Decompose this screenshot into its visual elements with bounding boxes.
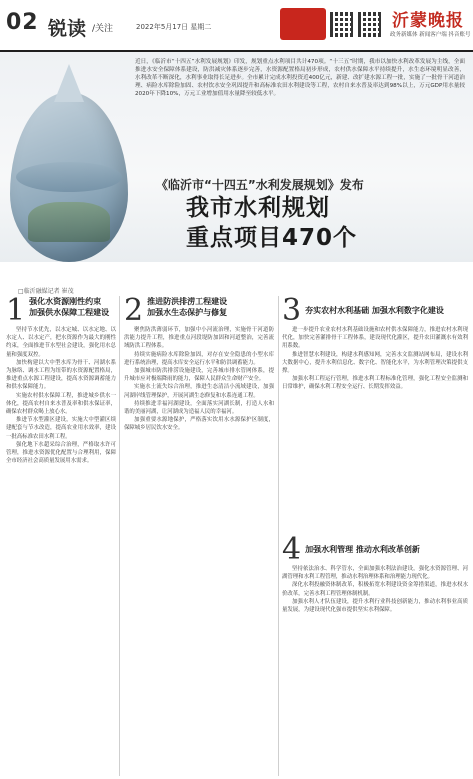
newspaper-seal-logo <box>280 8 326 40</box>
column-divider <box>278 296 279 776</box>
paragraph: 持续实施病险水库除险加固，对存在安全隐患的小型水库进行系统治理，提高水库安全运行水平和防洪调蓄能力。 <box>124 351 274 366</box>
section-subhead: 加强水生态保护与修复 <box>147 308 228 317</box>
section-heading <box>124 293 274 328</box>
section-number: 3 <box>282 293 302 328</box>
hill-illustration <box>16 162 122 192</box>
subsection-label: /关注 <box>92 24 114 34</box>
land-illustration <box>28 202 110 242</box>
column-divider <box>119 296 120 776</box>
masthead <box>0 0 473 52</box>
section-heading <box>282 293 468 328</box>
brand-logo: 沂蒙晚报 <box>392 11 464 31</box>
section-subhead: 强化水资源刚性约束 <box>29 297 102 306</box>
page-number: 02 <box>6 10 39 35</box>
paragraph: 强化地下水超采综合治理，严格取水许可管理，推进水资源优化配置与合理利用，保障全市经济社会高质量发展用水需求。 <box>6 441 116 465</box>
paragraph: 实施水土流失综合治理，推进生态清洁小流域建设，加强河湖岸线管理保护，开展河湖生态修复和水系连通工程。 <box>124 384 274 399</box>
article-section-3 <box>282 293 468 392</box>
article-section-2 <box>124 293 274 433</box>
headline-line-1: 我市水利规划 <box>186 195 330 221</box>
section-number: 4 <box>282 532 302 567</box>
paragraph: 进一步提升农业农村水利基础设施和农村供水保障能力，推进农村水利现代化，加快完善灌排骨干工程体系，建设现代化灌区，提升农田灌溉水有效利用系数。 <box>282 327 468 350</box>
paragraph: 坚持依法治水、科学管水，全面加强水利法治建设，强化水资源管理、河湖管理和水利工程管理，推动水利治理体系和治理能力现代化。 <box>282 566 468 581</box>
section-subhead: 夯实农村水利基础 加强水利数字化建设 <box>305 306 444 315</box>
section-body <box>282 565 468 614</box>
paragraph: 加强重要水源地保护，严格落实饮用水水源保护区制度，保障城乡居民饮水安全。 <box>124 417 274 432</box>
paragraph: 加强水利工程运行管理，推进水利工程标准化管理，强化工程安全监测和日常维护，确保水利工程安全运行、长期发挥效益。 <box>282 376 468 391</box>
headline-line-2: 重点项目470个 <box>186 225 358 251</box>
paragraph: 加强城市防洪排涝设施建设，完善城市排水管网体系，提升城市应对极端降雨的能力，保障人民群众生命财产安全。 <box>124 368 274 383</box>
section-body <box>124 326 274 433</box>
section-heading <box>6 293 116 328</box>
paragraph: 坚持节水优先，以水定城、以水定地、以水定人、以水定产，把水资源作为最大的刚性约束，全面推进节水型社会建设，强化用水总量和强度双控。 <box>6 327 116 358</box>
section-subhead: 加强供水保障工程建设 <box>29 308 110 317</box>
article-section-1 <box>6 293 116 465</box>
paragraph: 推进智慧水利建设，构建水利感知网，完善水文监测站网布局，建设水利大数据中心，提升水利信息化、数字化、智能化水平，为水利管理决策提供支撑。 <box>282 351 468 375</box>
lead-summary: 近日，《临沂市“十四五”水利发展规划》印发，规划重点水利项目共计470项。“十三五”时期，我市以加快水利改革发展为主线，全面推进水安全保障体系建设，防洪减灾体系逐步完善，水资源配置格局初步形成，农村供水保障水平持续提升，水生态环境明显改善，水利改革不断深化，水利事业取得长足进步。全市累计完成水利投资近400亿元，新建、改扩建水源工程一批，实施了一批骨干河道治理、病险水库除险加固、农村饮水安全巩固提升和高标准农田水利建设等工程，农村自来水普及率达到98%以上，万元GDP用水量较2020年下降10%，万元工业增加值用水量降至较低水平。 <box>135 59 465 97</box>
paragraph: 聚焦防洪薄弱环节，加强中小河流治理，实施骨干河道防洪能力提升工程，推进重点河段堤防加固和河道整治，完善流域防洪工程体系。 <box>124 327 274 350</box>
section-heading <box>282 532 468 567</box>
section-number: 2 <box>124 293 144 328</box>
section-body <box>282 326 468 392</box>
byline: □临沂融媒记者 崔茂 <box>18 288 74 295</box>
section-subhead: 推进防洪排涝工程建设 <box>147 297 228 306</box>
brand-subtitle: 政务新媒体 新闻客户端 抖音账号 <box>390 32 471 38</box>
section-subhead: 加强水利管理 推动水利改革创新 <box>305 545 420 554</box>
section-number: 1 <box>6 293 26 328</box>
paragraph: 加快构建以大中型水库为骨干、河湖水系为脉络、调水工程为纽带的水资源配置格局，推进重点水源工程建设，提高水资源调蓄能力和供水保障能力。 <box>6 359 116 391</box>
paragraph: 推进节水型灌区建设，实施大中型灌区续建配套与节水改造，提高农业用水效率，建设一批高标准农田水利工程。 <box>6 417 116 440</box>
kicker-title: 《临沂市“十四五”水利发展规划》发布 <box>156 178 364 192</box>
qr-code-icon <box>358 12 383 37</box>
paragraph: 实施农村供水保障工程，推进城乡供水一体化，提高农村自来水普及率和供水保证率，确保农村群众喝上放心水。 <box>6 392 116 416</box>
edition-date: 2022年5月17日 星期二 <box>136 23 212 31</box>
paragraph: 加强水利人才队伍建设，提升水利行业科技创新能力，推动水利事业高质量发展，为建设现代化强市提供坚实水利保障。 <box>282 598 468 614</box>
section-title: 锐读 <box>48 18 87 40</box>
article-section-4 <box>282 532 468 614</box>
paragraph: 持续推进幸福河湖建设，全面落实河湖长制，打造人水和谐的美丽河湖，让河湖成为造福人民的幸福河。 <box>124 400 274 416</box>
paragraph: 深化水利投融资体制改革，积极拓宽水利建设资金筹措渠道，推进水权水价改革，完善水利工程管理体制机制。 <box>282 582 468 597</box>
qr-code-icon <box>330 12 355 37</box>
headline-block <box>130 176 460 253</box>
section-body <box>6 326 116 465</box>
